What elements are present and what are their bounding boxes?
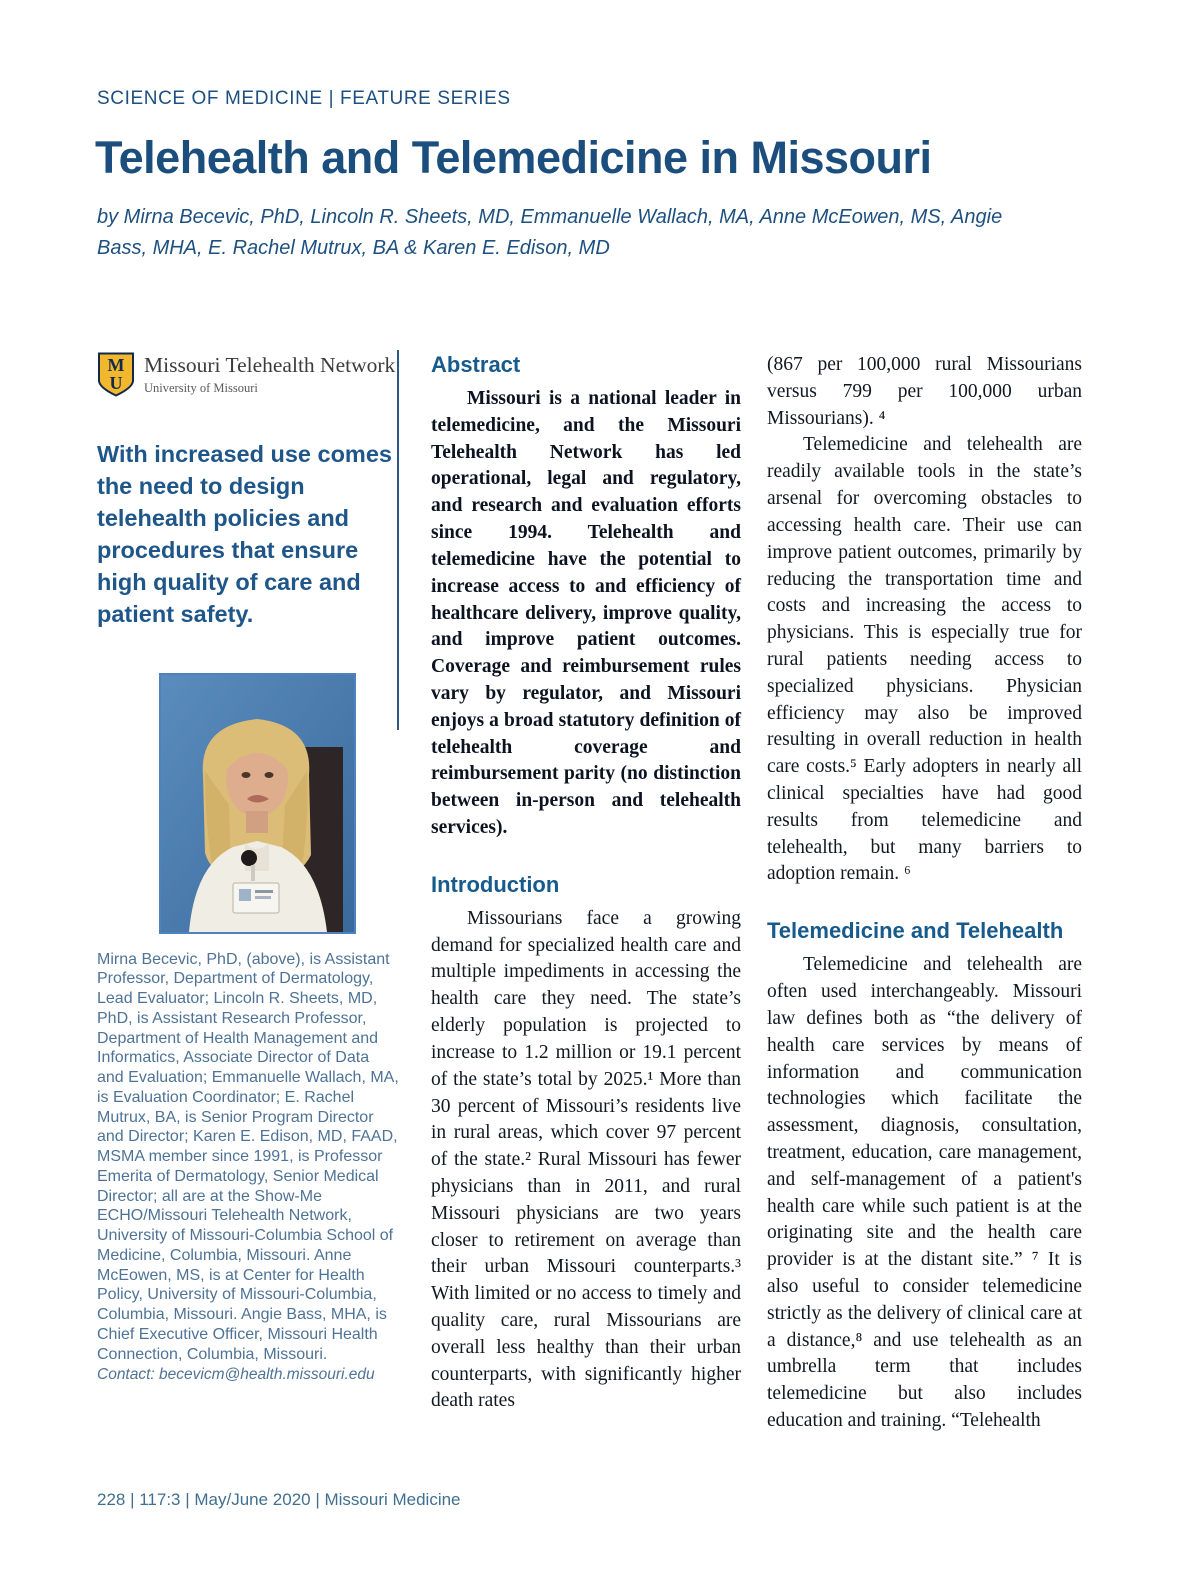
- article-title: Telehealth and Telemedicine in Missouri: [95, 132, 932, 183]
- logo-org-sub: University of Missouri: [144, 380, 258, 395]
- article-byline: by Mirna Becevic, PhD, Lincoln R. Sheets, MD, Emmanuelle Wallach, MA, Anne McEowen, MS, Angie Bass, MHA, E. Rachel Mutrux, BA & Karen E. Edison, MD: [97, 206, 1003, 259]
- photo-caption: Mirna Becevic, PhD, (above), is Assistant Professor, Department of Dermatology, Lead Evaluator; Lincoln R. Sheets, MD, PhD, is Assistant Research Professor, Department of Health Management and Informatics, Associate Director of Data and Evaluation; Emmanuelle Wallach, MA, is Evaluation Coordinator; E. Rachel Mutrux, BA, is Senior Program Director and Director; Karen E. Edison, MD, FAAD, MSMA member since 1991, is Professor Emerita of Dermatology, Senior Medical Director; all are at the Show-Me ECHO/Missouri Telehealth Network, University of Missouri-Columbia School of Medicine, Columbia, Missouri. Anne McEowen, MS, is at Center for Health Policy, University of Missouri-Columbia, Columbia, Missouri. Angie Bass, MHA, is Chief Executive Officer, Missouri Health Connection, Columbia, Missouri.: [97, 950, 399, 1363]
- telemedicine-telehealth-heading: Telemedicine and Telehealth: [767, 918, 1064, 944]
- body-paragraph-continuation: (867 per 100,000 rural Missourians versus 799 per 100,000 urban Missourians). ⁴: [767, 354, 1082, 429]
- logo-org-name: Missouri Telehealth Network: [144, 353, 396, 377]
- mu-shield-icon: [97, 352, 135, 403]
- svg-text:M: M: [107, 355, 125, 375]
- abstract-column: [431, 352, 741, 1415]
- introduction-body: Missourians face a growing demand for specialized health care and multiple impediments in accessing the health care they need. The state’s elderly population is projected to increase to 1.2 million or 19.1 percent of the state’s total by 2025.¹ More than 30 percent of Missouri’s residents live in rural areas, which cover 97 percent of the state.² Rural Missouri has fewer physicians than in 2011, and rural Missouri physicians are two years closer to retirement on average than their urban Missouri counterparts.³ With limited or no access to timely and quality care, rural Missourians are overall less healthy than their urban counterparts, with significantly higher death rates: [431, 907, 741, 1412]
- telemedicine-telehealth-body: Telemedicine and telehealth are often used interchangeably. Missouri law defines both as “the delivery of health care services by means of information and communication technologies which facilitate the assessment, diagnosis, consultation, treatment, education, care management, and self-management of a patient's health care while such patient is at the originating site and the health care provider is at the distant site.” ⁷ It is also useful to consider telemedicine strictly as the delivery of clinical care at a distance,⁸ and use telehealth as an umbrella term that includes telemedicine but also includes education and training. “Telehealth: [767, 954, 1082, 1432]
- sidebar-column: [97, 352, 400, 1384]
- column-divider-rule: [397, 350, 399, 730]
- pull-quote: With increased use comes the need to design telehealth policies and procedures that ensure high quality of care and patient safety.: [97, 441, 392, 627]
- portrait-photo: [159, 673, 356, 934]
- body-paragraph: Telemedicine and telehealth are readily available tools in the state’s arsenal for overcoming obstacles to accessing health care. Their use can improve patient outcomes, primarily by reducing the transportation time and costs and increasing the access to physicians. This is especially true for rural patients needing access to specialized physicians. Physician efficiency may also be improved resulting in overall reduction in health care costs.⁵ Early adopters in nearly all clinical specialties have had good results from telemedicine and telehealth, but many barriers to adoption remain. ⁶: [767, 434, 1082, 885]
- series-kicker: SCIENCE OF MEDICINE | FEATURE SERIES: [97, 88, 511, 109]
- abstract-body: Missouri is a national leader in telemedicine, and the Missouri Telehealth Network has led operational, legal and regulatory, and research and evaluation efforts since 1994. Telehealth and telemedicine have the potential to increase access to and efficiency of healthcare delivery, improve quality, and improve patient outcomes. Coverage and reimbursement rules vary by regulator, and Missouri enjoys a broad statutory definition of telehealth coverage and reimbursement parity (no distinction between in-person and telehealth services).: [431, 388, 741, 838]
- mtn-logo: [97, 352, 400, 403]
- svg-text:U: U: [109, 373, 123, 393]
- right-column: [767, 352, 1082, 1435]
- introduction-heading: Introduction: [431, 871, 560, 897]
- page-footer: 228 | 117:3 | May/June 2020 | Missouri Medicine: [97, 1490, 461, 1509]
- contact-email[interactable]: Contact: becevicm@health.missouri.edu: [97, 1366, 375, 1384]
- abstract-heading: Abstract: [431, 352, 521, 377]
- logo-text-block: [144, 352, 395, 396]
